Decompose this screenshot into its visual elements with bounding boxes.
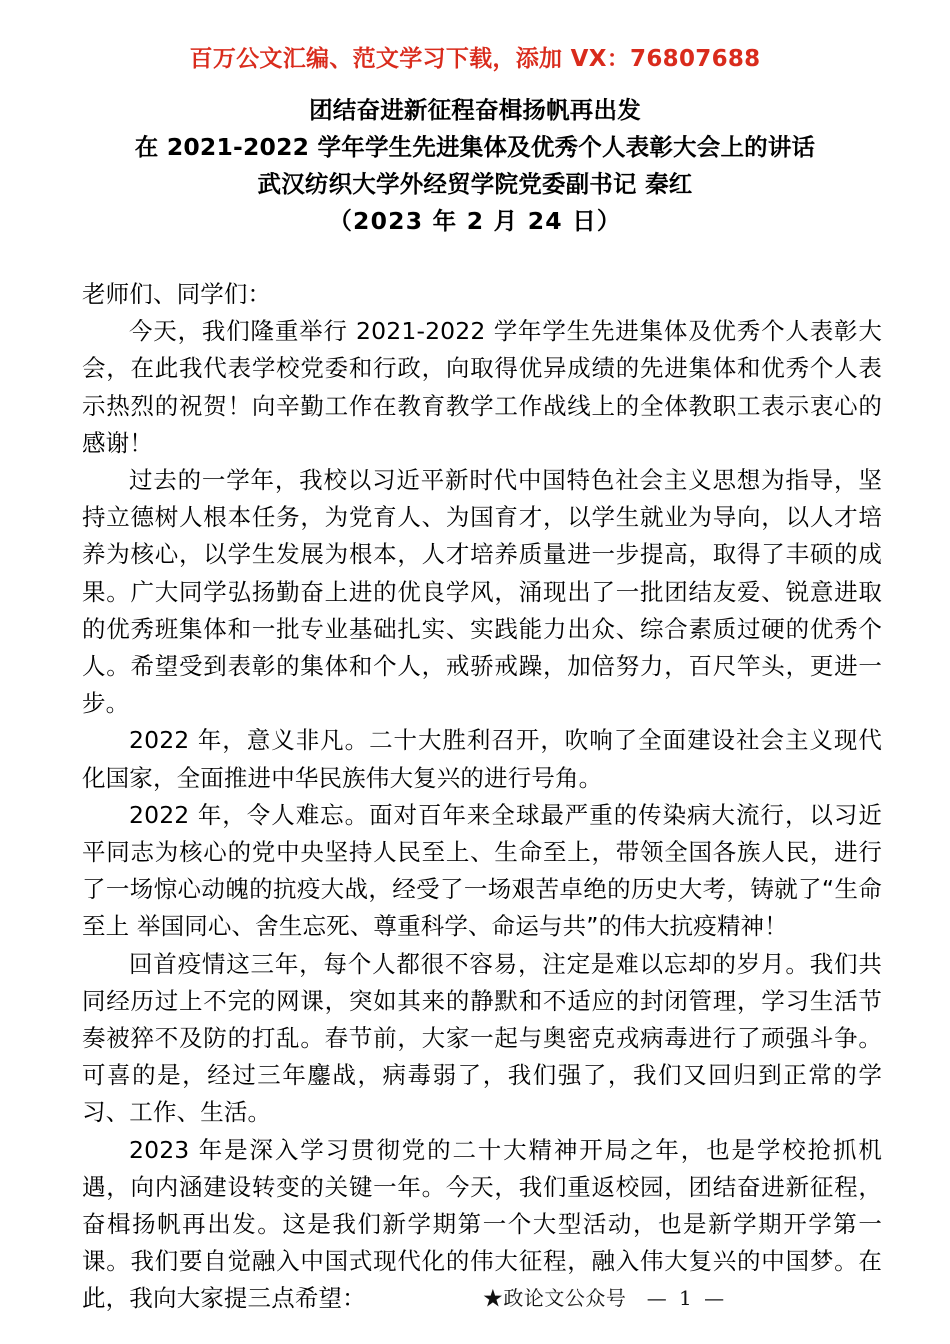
document-speaker: 武汉纺织大学外经贸学院党委副书记 秦红 [257,170,693,198]
document-date: （2023 年 2 月 24 日） [328,207,622,235]
document-title-sub: 在 2021-2022 学年学生先进集体及优秀个人表彰大会上的讲话 [134,133,816,161]
paragraph: 2022 年，令人难忘。面对百年来全球最严重的传染病大流行，以习近平同志为核心的党中央坚持人民至上、生命至上，带领全国各族人民，进行了一场惊心动魄的抗疫大战，经受了一场艰苦卓绝的历史大考，铸就了“生命至上 举国同心、舍生忘死、尊重科学、命运与共”的伟大抗疫精神！ [82,800,882,941]
document-title-main: 团结奋进新征程奋楫扬帆再出发 [309,96,641,124]
paragraph: 今天，我们隆重举行 2021-2022 学年学生先进集体及优秀个人表彰大会，在此我代表学校党委和行政，向取得优异成绩的先进集体和优秀个人表示热烈的祝贺！向辛勤工作在教育教学工作战线上的全体教职工表示衷心的感谢！ [82,317,882,457]
paragraph: 回首疫情这三年，每个人都很不容易，注定是难以忘却的岁月。我们共同经历过上不完的网课，突如其来的静默和不适应的封闭管理，学习生活节奏被猝不及防的打乱。春节前，大家一起与奥密克戎病毒进行了顽强斗争。可喜的是，经过三年鏖战，病毒弱了，我们强了，我们又回归到正常的学习、工作、生活。 [82,949,882,1127]
paragraph: 2022 年，意义非凡。二十大胜利召开，吹响了全面建设社会主义现代化国家，全面推进中华民族伟大复兴的进行号角。 [82,726,882,792]
page-footer [0,1282,950,1311]
document-body [82,276,882,1318]
salutation: 老师们、同学们： [82,280,272,308]
footer-watermark: ★政论文公众号 [482,1286,627,1310]
footer-content [483,1282,727,1311]
title-block [0,92,950,240]
promo-banner: 百万公文汇编、范文学习下载，添加 VX：76807688 [189,46,761,72]
paragraph: 过去的一学年，我校以习近平新时代中国特色社会主义思想为指导，坚持立德树人根本任务，为党育人、为国育才，以学生就业为导向，以人才培养为核心，以学生发展为根本，人才培养质量进一步提高，取得了丰硕的成果。广大同学弘扬勤奋上进的优良学风，涌现出了一批团结友爱、锐意进取的优秀班集体和一批专业基础扎实、实践能力出众、综合素质过硬的优秀个人。希望受到表彰的集体和个人，戒骄戒躁，加倍努力，百尺竿头，更进一步。 [82,466,882,718]
page-number: — 1 — [646,1286,728,1310]
paragraph: 2023 年是深入学习贯彻党的二十大精神开局之年，也是学校抢抓机遇，向内涵建设转变的关键一年。今天，我们重返校园，团结奋进新征程，奋楫扬帆再出发。这是我们新学期第一个大型活动，也是新学期开学第一课。我们要自觉融入中国式现代化的伟大征程，融入伟大复兴的中国梦。在此，我向大家提三点希望： [82,1135,882,1313]
